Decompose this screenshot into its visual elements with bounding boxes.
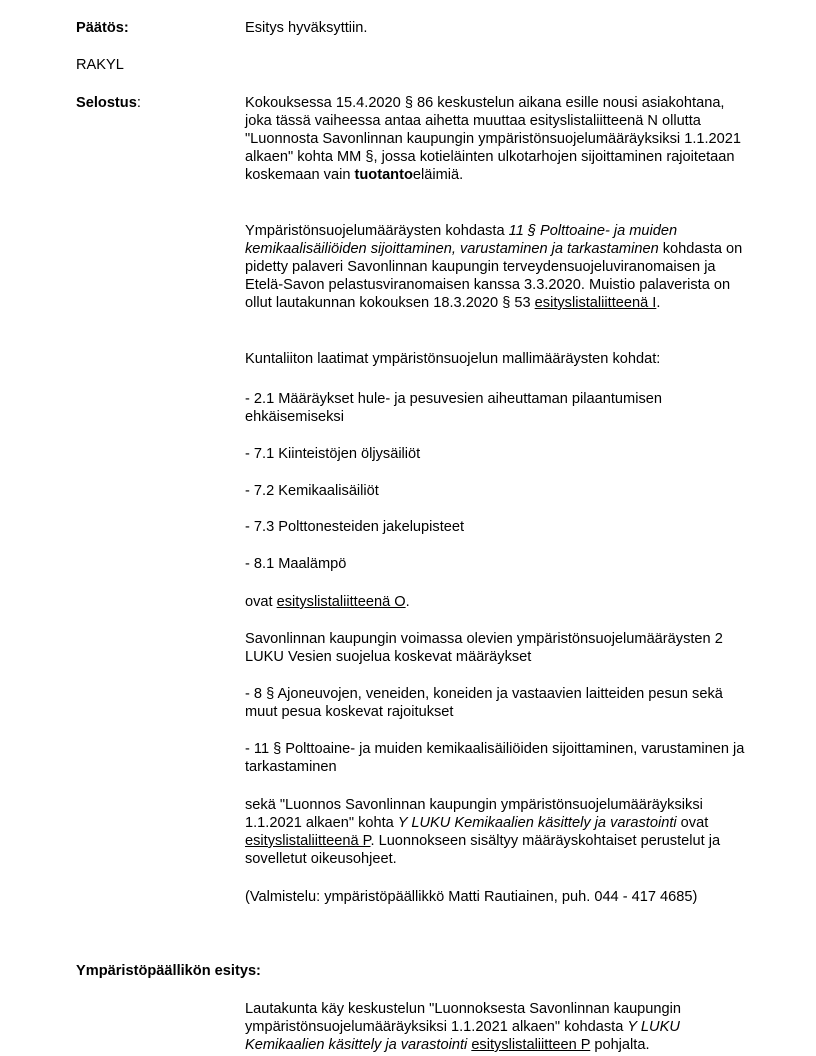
list-item: - 7.3 Polttonesteiden jakelupisteet: [245, 519, 465, 535]
proposal-label: Ympäristöpäällikön esitys:: [76, 963, 261, 979]
selostus-paragraph-8: sekä "Luonnos Savonlinnan kaupungin ympäristönsuojelumääräyksiksi 1.1.2021 alkaen" kohta Y LUKU Kemikaalien käsittely ja varastointi ovat esityslistaliitteenä P. Luonnokseen sisältyy määräyskohtaiset perustelut ja sovelletut oikeusohjeet.: [245, 797, 721, 867]
list-item: - 8.1 Maalämpö: [245, 556, 347, 572]
attachment-link-p[interactable]: esityslistaliitteenä P: [245, 833, 371, 849]
list-item: - 2.1 Määräykset hule- ja pesuvesien aiheuttaman pilaantumisen ehkäisemiseksi: [245, 391, 662, 425]
selostus-paragraph-1: Kokouksessa 15.4.2020 § 86 keskustelun aikana esille nousi asiakohtana, joka tässä vaiheessa antaa aihetta muuttaa esityslistaliitteenä N ollutta "Luonnosta Savonlinnan kaupungin ympäristönsuojelumääräyksiksi 1.1.2021 alkaen" kohta MM §, jossa kotieläinten ulkotarhojen sijoittaminen rajoitetaan koskemaan vain tuotantoeläimiä.: [245, 95, 742, 183]
proposal-paragraph: Lautakunta käy keskustelun "Luonnoksesta Savonlinnan kaupungin ympäristönsuojelumääräyksiksi 1.1.2021 alkaen" kohdasta Y LUKU Kemikaalien käsittely ja varastointi esityslistaliitteen P pohjalta.: [245, 1001, 682, 1053]
attachment-link-i[interactable]: esityslistaliitteenä I: [534, 295, 657, 311]
list-item: - 7.1 Kiinteistöjen öljysäiliöt: [245, 446, 421, 462]
rakyl-code: RAKYL: [76, 57, 124, 73]
attachment-link-p-2[interactable]: esityslistaliitteen P: [471, 1037, 591, 1053]
selostus-paragraph-6: - 8 § Ajoneuvojen, veneiden, koneiden ja vastaavien laitteiden pesun sekä muut pesua koskevat rajoitukset: [245, 686, 723, 720]
selostus-paragraph-4: ovat esityslistaliitteenä O.: [245, 594, 410, 610]
selostus-paragraph-3: Kuntaliiton laatimat ympäristönsuojelun mallimääräysten kohdat:: [245, 351, 661, 367]
decision-label: Päätös:: [76, 20, 129, 36]
selostus-paragraph-5: Savonlinnan kaupungin voimassa olevien ympäristönsuojelumääräysten 2 LUKU Vesien suojelua koskevat määräykset: [245, 631, 723, 665]
selostus-paragraph-9: (Valmistelu: ympäristöpäällikkö Matti Rautiainen, puh. 044 - 417 4685): [245, 889, 698, 905]
decision-value: Esitys hyväksyttiin.: [245, 20, 368, 36]
attachment-link-o[interactable]: esityslistaliitteenä O: [276, 594, 406, 610]
selostus-paragraph-2: Ympäristönsuojelumääräysten kohdasta 11 § Polttoaine- ja muiden kemikaalisäiliöiden sijoittaminen, varustaminen ja tarkastaminen kohdasta on pidetty palaveri Savonlinnan kaupungin terveydensuojeluviranomaisen ja Etelä-Savon pelastusviranomaisen kanssa 3.3.2020. Muistio palaverista on ollut lautakunnan kokouksen 18.3.2020 § 53 esityslistaliitteenä I.: [245, 223, 743, 311]
selostus-paragraph-7: - 11 § Polttoaine- ja muiden kemikaalisäiliöiden sijoittaminen, varustaminen ja tarkastaminen: [245, 741, 745, 775]
list-item: - 7.2 Kemikaalisäiliöt: [245, 483, 379, 499]
selostus-label: Selostus:: [76, 95, 141, 111]
